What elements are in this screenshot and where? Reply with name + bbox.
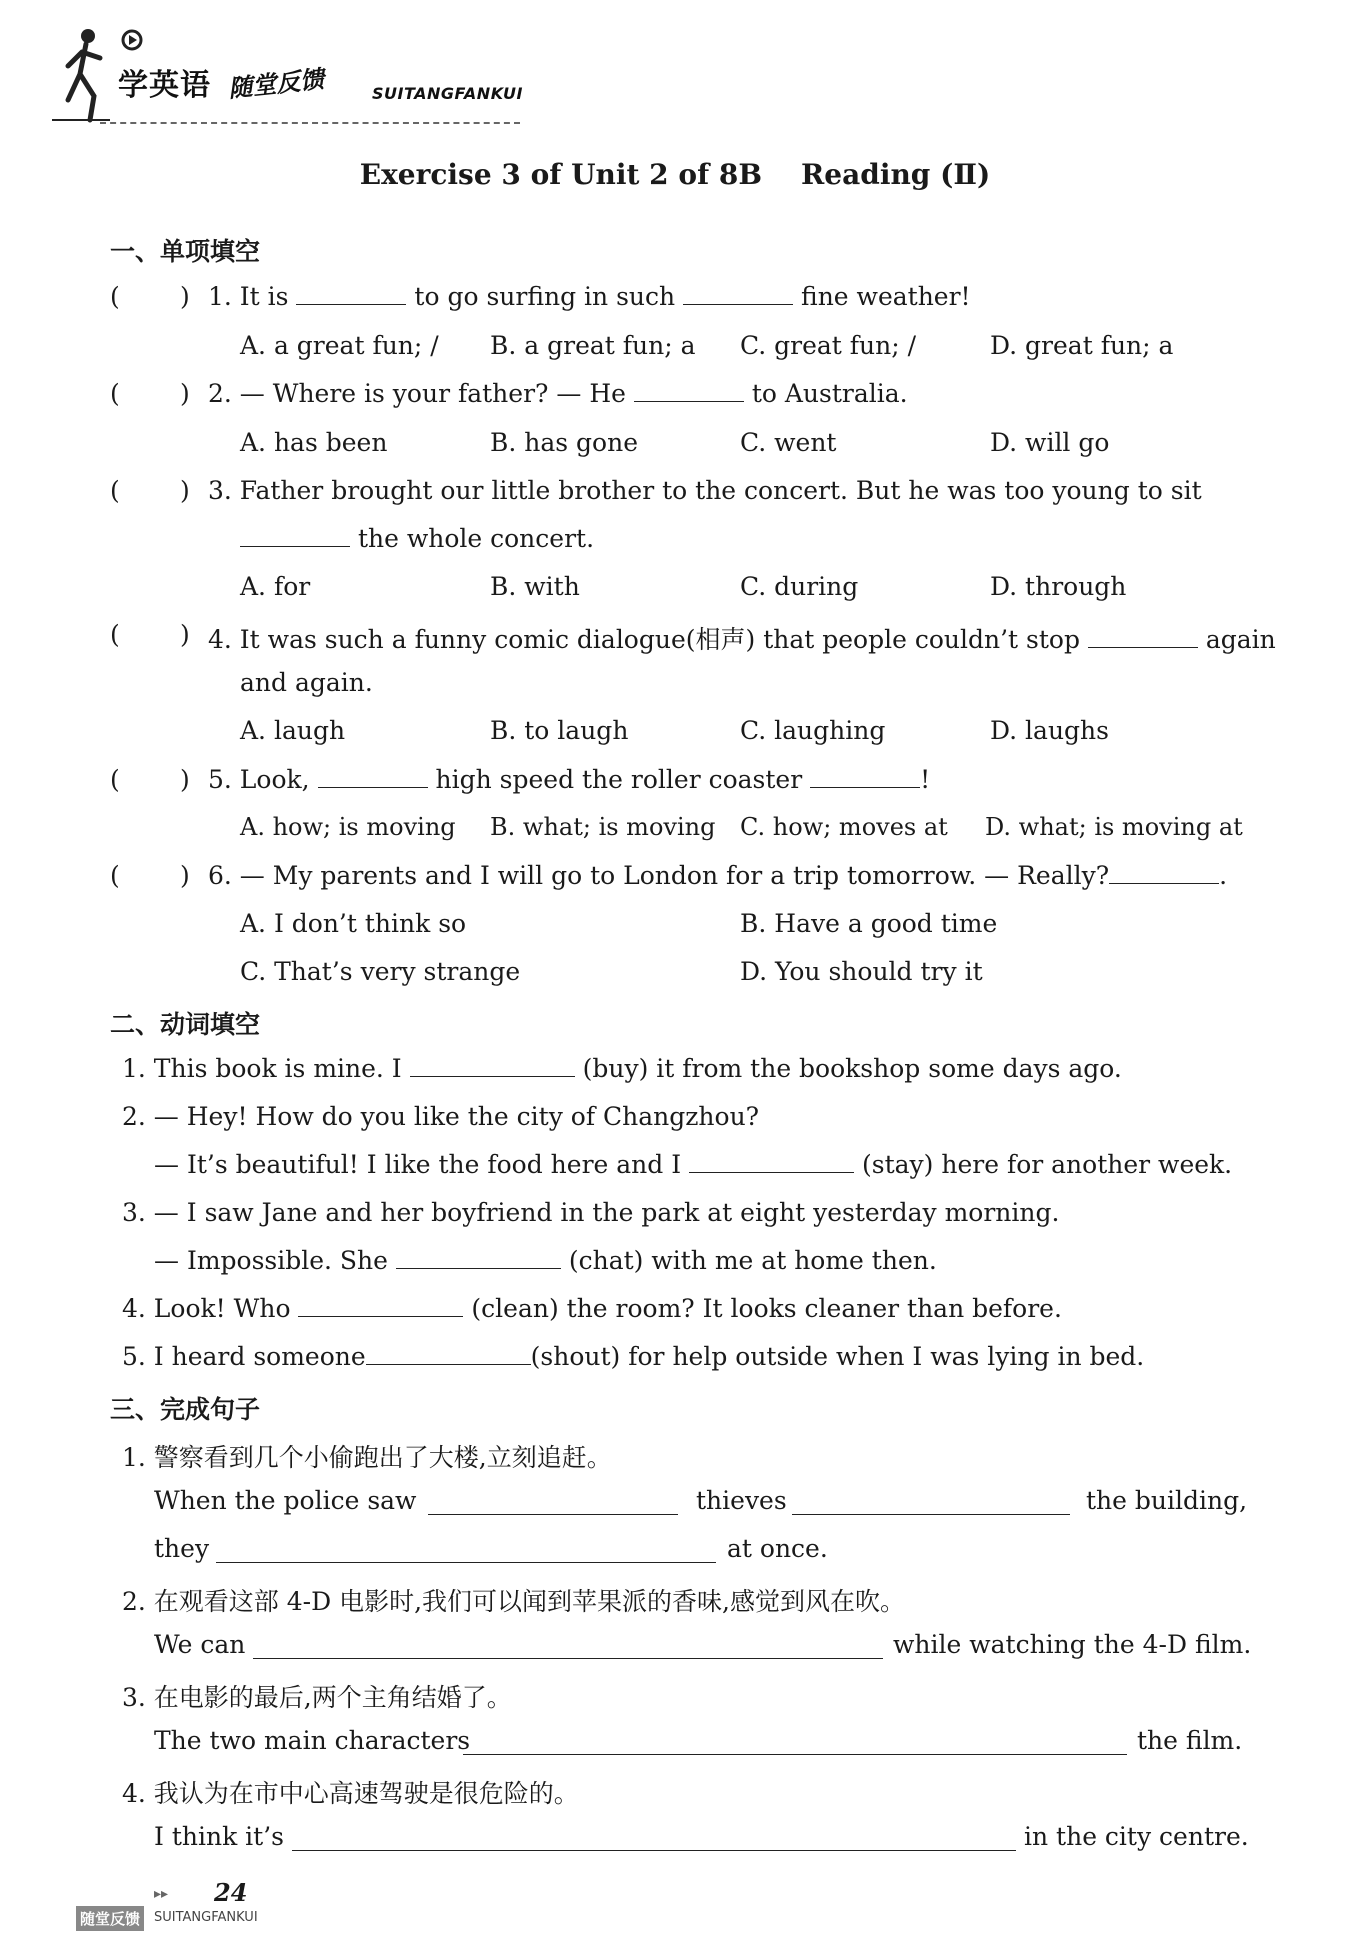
answer-paren-right: ) xyxy=(180,861,190,890)
answer-paren-left: ( xyxy=(110,379,120,408)
answer-blank[interactable] xyxy=(689,1150,854,1173)
q4-option-a[interactable]: A. laugh xyxy=(240,716,346,745)
section-heading-verb-fill: 二、动词填空 xyxy=(110,1010,261,1039)
q1-text-c: fine weather! xyxy=(793,282,971,311)
q5-text-a: 5. Look, xyxy=(208,765,318,794)
answer-blank[interactable] xyxy=(240,524,350,547)
verb-item-1 xyxy=(122,1054,1122,1083)
verb-item-2-line-1: 2. — Hey! How do you like the city of Changzhou? xyxy=(122,1102,760,1131)
answer-blank[interactable] xyxy=(366,1342,531,1365)
sentence-1-chinese: 1. 警察看到几个小偷跑出了大楼,立刻追赶。 xyxy=(122,1443,612,1472)
answer-paren-right: ) xyxy=(180,282,190,311)
verb-4-text-b: (clean) the room? It looks cleaner than before. xyxy=(463,1294,1062,1323)
q1-option-a[interactable]: A. a great fun; / xyxy=(240,331,439,360)
answer-paren-right: ) xyxy=(180,379,190,408)
verb-5-text-b: (shout) for help outside when I was lying in bed. xyxy=(530,1342,1145,1371)
question-1 xyxy=(208,282,971,311)
q5-option-d[interactable]: D. what; is moving at xyxy=(985,813,1243,841)
footer-arrows-icon: ▸▸ xyxy=(154,1886,169,1902)
s1-text-b: thieves xyxy=(696,1486,787,1515)
q3-option-b[interactable]: B. with xyxy=(490,572,580,601)
answer-blank[interactable] xyxy=(428,1492,678,1515)
q4-text-a: 4. It was such a funny comic dialogue(相声) that people couldn’t stop xyxy=(208,625,1088,654)
q2-text-a: 2. — Where is your father? — He xyxy=(208,379,634,408)
answer-paren-right: ) xyxy=(180,620,190,649)
q4-option-d[interactable]: D. laughs xyxy=(990,716,1109,745)
answer-paren-left: ( xyxy=(110,765,120,794)
q6-option-d[interactable]: D. You should try it xyxy=(740,957,983,986)
answer-paren-left: ( xyxy=(110,861,120,890)
logo-subtitle: 随堂反馈 xyxy=(227,65,326,103)
q6-text-a: 6. — My parents and I will go to London for a trip tomorrow. — Really? xyxy=(208,861,1110,890)
s1-text-e: at once. xyxy=(727,1534,828,1563)
q5-text-c: ! xyxy=(920,765,931,794)
question-3-line-1: 3. Father brought our little brother to the concert. But he was too young to sit xyxy=(208,476,1202,505)
s3-text-b: the film. xyxy=(1137,1726,1243,1755)
q2-option-a[interactable]: A. has been xyxy=(240,428,388,457)
s3-text-a: The two main characters xyxy=(154,1726,471,1755)
answer-blank[interactable] xyxy=(296,282,406,305)
question-4-line-1 xyxy=(208,620,1276,656)
section-heading-complete-sentences: 三、完成句子 xyxy=(110,1395,261,1424)
verb-item-2-line-2 xyxy=(154,1150,1232,1179)
q2-option-d[interactable]: D. will go xyxy=(990,428,1110,457)
verb-item-3-line-2 xyxy=(154,1246,937,1275)
answer-paren-right: ) xyxy=(180,765,190,794)
footer-pinyin: SUITANGFANKUI xyxy=(154,1910,258,1925)
q3-text-b: the whole concert. xyxy=(350,524,595,553)
q3-option-a[interactable]: A. for xyxy=(240,572,311,601)
q1-option-c[interactable]: C. great fun; / xyxy=(740,331,917,360)
answer-blank[interactable] xyxy=(634,379,744,402)
verb-3-text-b: — Impossible. She xyxy=(154,1246,396,1275)
answer-blank[interactable] xyxy=(792,1492,1070,1515)
verb-1-text-a: 1. This book is mine. I xyxy=(122,1054,410,1083)
s2-text-b: while watching the 4-D film. xyxy=(893,1630,1252,1659)
q5-option-c[interactable]: C. how; moves at xyxy=(740,813,948,841)
question-4-line-2: and again. xyxy=(240,668,373,697)
answer-blank[interactable] xyxy=(253,1636,883,1659)
header-logo xyxy=(50,22,550,132)
section-heading-multiple-choice: 一、单项填空 xyxy=(110,237,261,266)
question-5 xyxy=(208,765,930,794)
q1-option-d[interactable]: D. great fun; a xyxy=(990,331,1174,360)
verb-3-text-c: (chat) with me at home then. xyxy=(560,1246,937,1275)
q1-option-b[interactable]: B. a great fun; a xyxy=(490,331,696,360)
s1-text-d: they xyxy=(154,1534,210,1563)
s2-text-a: We can xyxy=(154,1630,246,1659)
answer-blank[interactable] xyxy=(216,1540,716,1563)
answer-paren-left: ( xyxy=(110,476,120,505)
footer-tag: 随堂反馈 xyxy=(76,1906,144,1931)
sentence-3-chinese: 3. 在电影的最后,两个主角结婚了。 xyxy=(122,1683,512,1712)
answer-blank[interactable] xyxy=(298,1294,463,1317)
sentence-1-line-1 xyxy=(154,1486,416,1515)
header-divider xyxy=(100,122,520,124)
verb-item-5 xyxy=(122,1342,1144,1371)
logo-pinyin: SUITANGFANKUI xyxy=(372,84,523,103)
sentence-4-chinese: 4. 我认为在市中心高速驾驶是很危险的。 xyxy=(122,1779,579,1808)
answer-blank[interactable] xyxy=(810,765,920,788)
answer-blank[interactable] xyxy=(463,1732,1127,1755)
question-6 xyxy=(208,861,1227,890)
s1-text-c: the building, xyxy=(1086,1486,1248,1515)
q2-option-b[interactable]: B. has gone xyxy=(490,428,638,457)
q2-text-b: to Australia. xyxy=(743,379,908,408)
q4-option-b[interactable]: B. to laugh xyxy=(490,716,629,745)
verb-item-4 xyxy=(122,1294,1062,1323)
question-2 xyxy=(208,379,908,408)
q6-text-b: . xyxy=(1219,861,1228,890)
s1-text-a: When the police saw xyxy=(154,1486,417,1515)
q6-option-a[interactable]: A. I don’t think so xyxy=(240,909,467,938)
q3-option-d[interactable]: D. through xyxy=(990,572,1127,601)
answer-blank[interactable] xyxy=(1088,625,1198,648)
verb-4-text-a: 4. Look! Who xyxy=(122,1294,299,1323)
page-number: 24 xyxy=(214,1878,248,1907)
verb-5-text-a: 5. I heard someone xyxy=(122,1342,366,1371)
q1-text-a: 1. It is xyxy=(208,282,297,311)
q3-option-c[interactable]: C. during xyxy=(740,572,859,601)
s4-text-b: in the city centre. xyxy=(1024,1822,1249,1851)
answer-paren-left: ( xyxy=(110,282,120,311)
answer-blank[interactable] xyxy=(410,1054,575,1077)
q4-text-b: again xyxy=(1197,625,1276,654)
q2-option-c[interactable]: C. went xyxy=(740,428,837,457)
q5-option-b[interactable]: B. what; is moving xyxy=(490,813,716,841)
verb-1-text-b: (buy) it from the bookshop some days ago. xyxy=(574,1054,1122,1083)
verb-2-text-c: (stay) here for another week. xyxy=(854,1150,1233,1179)
q6-option-c[interactable]: C. That’s very strange xyxy=(240,957,521,986)
answer-paren-right: ) xyxy=(180,476,190,505)
s4-text-a: I think it’s xyxy=(154,1822,284,1851)
answer-blank[interactable] xyxy=(396,1246,561,1269)
q6-option-b[interactable]: B. Have a good time xyxy=(740,909,998,938)
answer-blank[interactable] xyxy=(318,765,428,788)
answer-blank[interactable] xyxy=(683,282,793,305)
sentence-2-chinese: 2. 在观看这部 4-D 电影时,我们可以闻到苹果派的香味,感觉到风在吹。 xyxy=(122,1587,905,1616)
answer-blank[interactable] xyxy=(292,1828,1016,1851)
q5-option-a[interactable]: A. how; is moving xyxy=(240,813,456,841)
answer-blank[interactable] xyxy=(1109,861,1219,884)
answer-paren-left: ( xyxy=(110,620,120,649)
q5-text-b: high speed the roller coaster xyxy=(427,765,811,794)
question-3-line-2 xyxy=(240,524,594,553)
verb-item-3-line-1: 3. — I saw Jane and her boyfriend in the park at eight yesterday morning. xyxy=(122,1198,1060,1227)
q4-option-c[interactable]: C. laughing xyxy=(740,716,886,745)
verb-2-text-b: — It’s beautiful! I like the food here and I xyxy=(154,1150,690,1179)
q1-text-b: to go surfing in such xyxy=(406,282,684,311)
page-title: Exercise 3 of Unit 2 of 8B Reading (Ⅱ) xyxy=(359,158,991,191)
logo-title: 学英语 xyxy=(118,68,211,103)
